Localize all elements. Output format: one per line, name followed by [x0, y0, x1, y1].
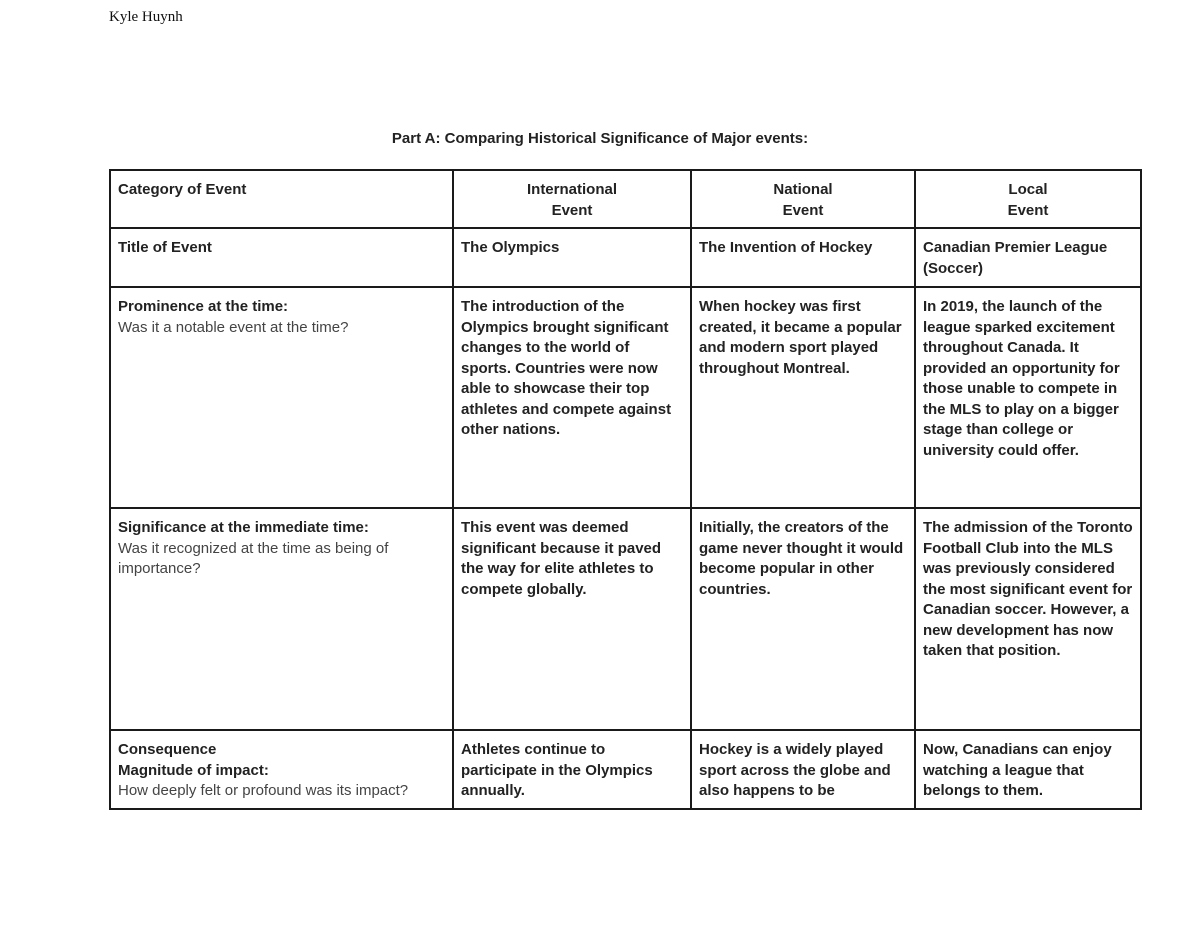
consequence-question: How deeply felt or profound was its impact? — [118, 782, 409, 799]
title-international-cell: The Olympics — [453, 228, 691, 287]
title-national-cell: The Invention of Hockey — [691, 228, 915, 287]
magnitude-label: Magnitude of impact: — [118, 761, 269, 779]
prominence-label-cell — [110, 287, 453, 508]
title-local-cell: Canadian Premier League (Soccer) — [915, 228, 1141, 287]
significance-local-cell: The admission of the Toronto Football Club into the MLS was previously considered the most significant event for Canadian soccer. However, a new development has now taken that position. — [915, 508, 1141, 730]
header-international-line1: International — [526, 181, 617, 198]
significance-national-cell: Initially, the creators of the game never thought it would become popular in other countries. — [691, 508, 915, 730]
title-label-cell — [110, 228, 453, 287]
significance-row — [110, 508, 1141, 730]
page-heading: Part A: Comparing Historical Significance of Major events: — [391, 130, 809, 147]
header-international-cell — [453, 170, 691, 228]
consequence-row — [110, 730, 1141, 809]
header-national-cell — [691, 170, 915, 228]
consequence-national-cell: Hockey is a widely played sport across the globe and also happens to be — [691, 730, 915, 809]
header-row — [110, 170, 1141, 228]
header-local-line2: Event — [1007, 201, 1049, 219]
prominence-national-cell: When hockey was first created, it became a popular and modern sport played throughout Montreal. — [691, 287, 915, 508]
significance-question: Was it recognized at the time as being of importance? — [118, 539, 389, 577]
prominence-local-cell: In 2019, the launch of the league sparked excitement throughout Canada. It provided an opportunity for those unable to compete in the MLS to play on a bigger stage than college or university could offer. — [915, 287, 1141, 508]
header-local-line1: Local — [1008, 181, 1048, 198]
consequence-label-cell — [110, 730, 453, 809]
comparison-table — [109, 169, 1142, 810]
title-row — [110, 228, 1141, 287]
title-label: Title of Event — [118, 239, 212, 256]
consequence-local-cell: Now, Canadians can enjoy watching a league that belongs to them. — [915, 730, 1141, 809]
header-international-line2: Event — [551, 201, 593, 219]
header-local-cell — [915, 170, 1141, 228]
header-category-cell — [110, 170, 453, 228]
header-national-line2: Event — [782, 201, 824, 219]
consequence-label: Consequence — [118, 741, 217, 758]
prominence-question: Was it a notable event at the time? — [118, 318, 349, 336]
prominence-label: Prominence at the time: — [118, 298, 289, 315]
significance-international-cell: This event was deemed significant because it paved the way for elite athletes to compete globally. — [453, 508, 691, 730]
consequence-international-cell: Athletes continue to participate in the Olympics annually. — [453, 730, 691, 809]
significance-label-cell — [110, 508, 453, 730]
author-name: Kyle Huynh — [109, 9, 183, 25]
significance-label: Significance at the immediate time: — [118, 519, 369, 536]
prominence-international-cell: The introduction of the Olympics brought significant changes to the world of sports. Countries were now able to showcase their top athletes and compete against other nations. — [453, 287, 691, 508]
header-category-label: Category of Event — [118, 181, 247, 198]
header-national-line1: National — [773, 181, 833, 198]
prominence-row — [110, 287, 1141, 508]
